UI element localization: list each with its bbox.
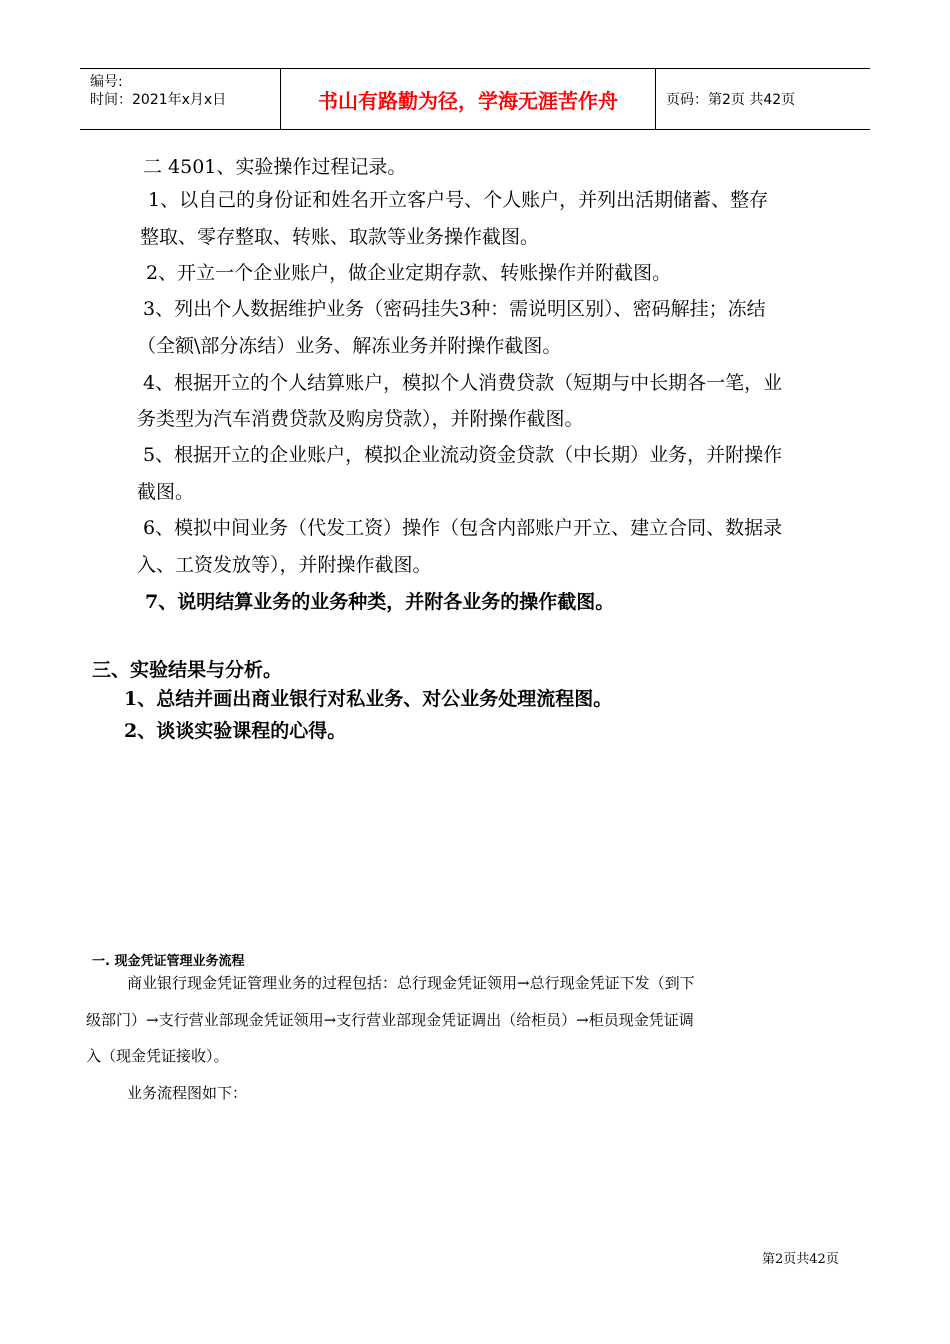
section2-item6-line1: 6、模拟中间业务（代发工资）操作（包含内部账户开立、建立合同、数据录 (143, 517, 783, 539)
section2-item5-line1: 5、根据开立的企业账户，模拟企业流动资金贷款（中长期）业务，并附操作 (143, 444, 783, 466)
cash-section-para-line3: 入（现金凭证接收）。 (86, 1047, 229, 1065)
section2-item3-line2: （全额\部分冻结）业务、解冻业务并附操作截图。 (137, 335, 562, 357)
header-motto: 书山有路勤为径，学海无涯苦作舟 (281, 69, 656, 129)
page-footer: 第2页共42页 (762, 1252, 839, 1267)
section2-title: 二 4501、实验操作过程记录。 (143, 156, 407, 178)
document-number-label: 编号: (90, 74, 123, 90)
cash-section-heading: 一. 现金凭证管理业务流程 (92, 954, 245, 969)
section2-item6-line2: 入、工资发放等），并附操作截图。 (137, 554, 432, 576)
section2-item4-line2: 务类型为汽车消费贷款及购房贷款），并附操作截图。 (137, 408, 584, 430)
section3-item1: 1、总结并画出商业银行对私业务、对公业务处理流程图。 (124, 688, 613, 710)
section2-item4-line1: 4、根据开立的个人结算账户，模拟个人消费贷款（短期与中长期各一笔，业 (143, 372, 783, 394)
section2-item3-line1: 3、列出个人数据维护业务（密码挂失3种：需说明区别）、密码解挂；冻结 (143, 298, 766, 320)
cash-section-para-line1: 商业银行现金凭证管理业务的过程包括：总行现金凭证领用→总行现金凭证下发（到下 (127, 974, 695, 992)
header-page-number: 页码：第2页 共42页 (666, 92, 796, 108)
section3-title: 三、实验结果与分析。 (92, 659, 283, 681)
section2-item1-line2: 整取、零存整取、转账、取款等业务操作截图。 (140, 226, 540, 248)
section2-item7: 7、说明结算业务的业务种类，并附各业务的操作截图。 (145, 591, 615, 613)
cash-section-para-line2: 级部门）→支行营业部现金凭证领用→支行营业部现金凭证调出（给柜员）→柜员现金凭证调 (86, 1011, 694, 1029)
section2-item5-line2: 截图。 (137, 481, 195, 503)
section3-item2: 2、谈谈实验课程的心得。 (124, 720, 347, 742)
section2-item2: 2、开立一个企业账户，做企业定期存款、转账操作并附截图。 (146, 262, 672, 284)
document-date-label: 时间：2021年x月x日 (90, 92, 227, 108)
section2-item1-line1: 1、以自己的身份证和姓名开立客户号、个人账户，并列出活期储蓄、整存 (148, 189, 769, 211)
cash-section-flow-intro: 业务流程图如下： (127, 1084, 248, 1102)
header-meta-cell (80, 69, 281, 129)
page-header (80, 68, 870, 130)
